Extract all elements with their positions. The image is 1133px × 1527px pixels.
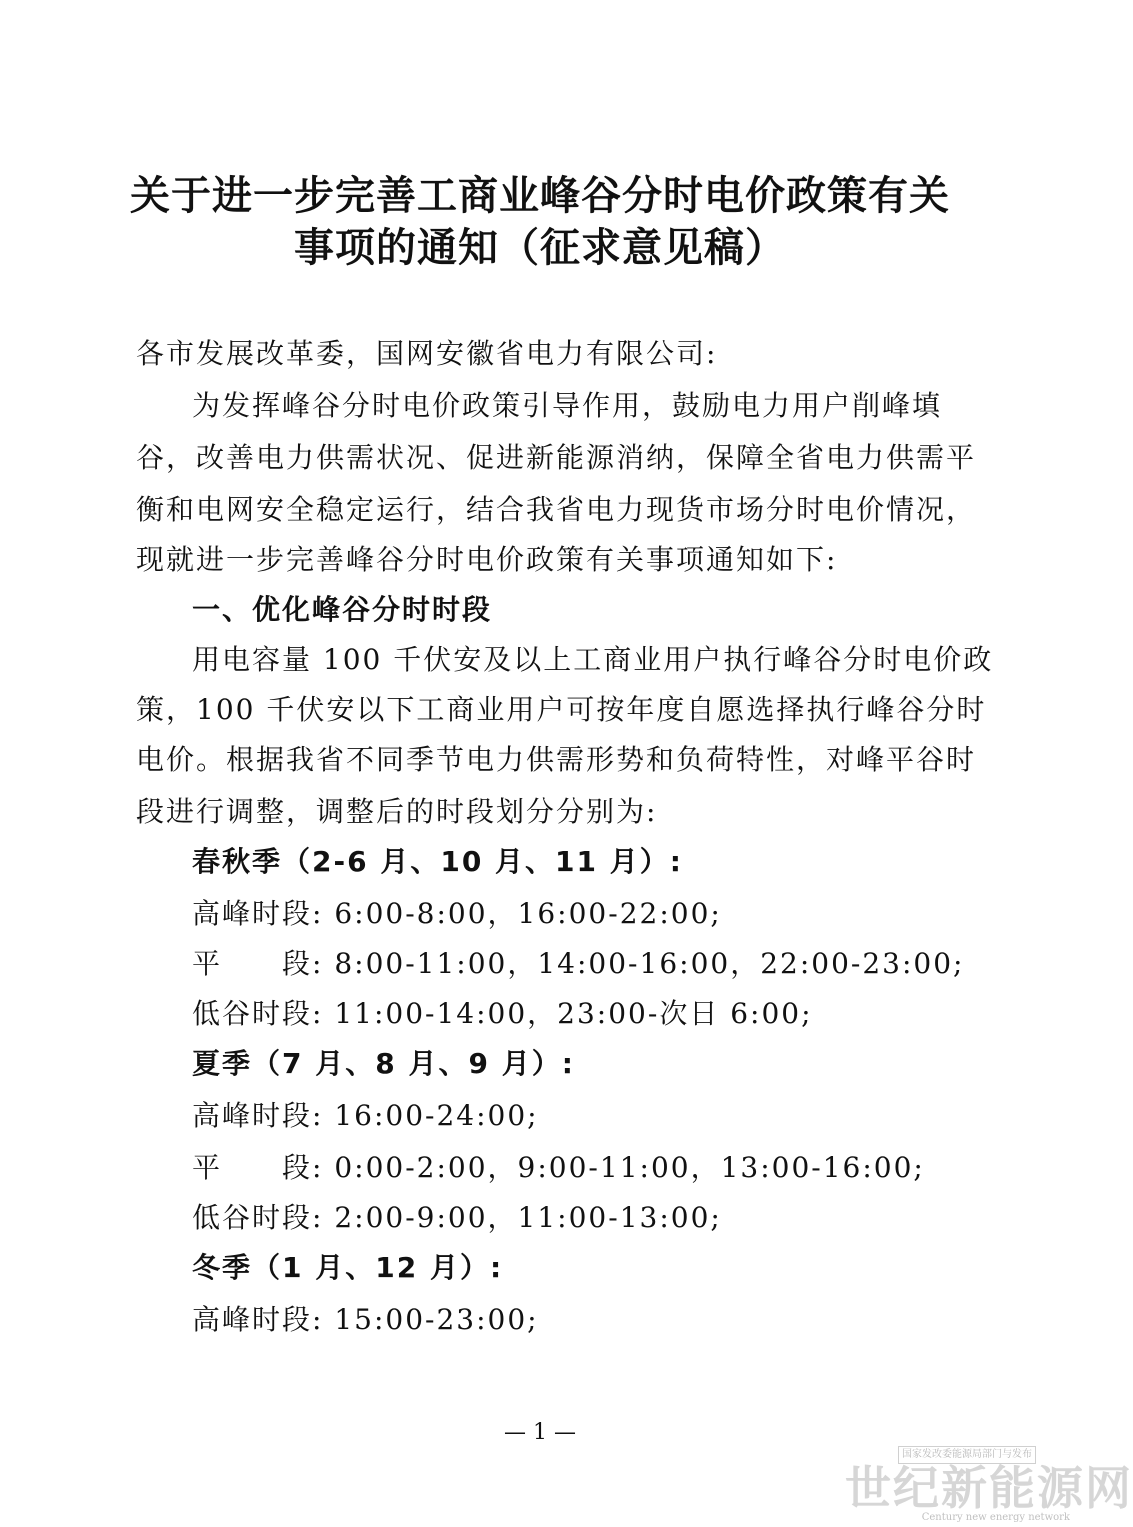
season-heading-spring-autumn: 春秋季（2-6 月、10 月、11 月）: [192,845,683,878]
valley-period-line: 低谷时段: 2:00-9:00，11:00-13:00; [192,1201,722,1234]
body-line: 策，100 千伏安以下工商业用户可按年度自愿选择执行峰谷分时 [136,693,987,726]
watermark-logo-text: 世纪新能源网 [845,1461,1133,1515]
body-line: 谷，改善电力供需状况、促进新能源消纳，保障全省电力供需平 [136,441,977,474]
document-title-line-1: 关于进一步完善工商业峰谷分时电价政策有关 [130,173,950,219]
body-line: 衡和电网安全稳定运行，结合我省电力现货市场分时电价情况， [136,493,977,526]
section-heading: 一、优化峰谷分时时段 [192,593,493,626]
peak-period-line: 高峰时段: 15:00-23:00; [192,1303,539,1336]
body-line: 用电容量 100 千伏安及以上工商业用户执行峰谷分时电价政 [192,643,994,676]
page-number: — 1 — [504,1420,576,1445]
season-heading-summer: 夏季（7 月、8 月、9 月）: [192,1047,575,1080]
peak-period-line: 高峰时段: 6:00-8:00，16:00-22:00; [192,897,722,930]
valley-period-line: 低谷时段: 11:00-14:00，23:00-次日 6:00; [192,997,813,1030]
watermark-caption: 国家发改委能源局部门与发布 [898,1446,1036,1464]
body-line: 现就进一步完善峰谷分时电价政策有关事项通知如下: [136,543,838,576]
body-line: 电价。根据我省不同季节电力供需形势和负荷特性，对峰平谷时 [136,743,977,776]
watermark-subtitle: Century new energy network [921,1512,1070,1523]
body-line: 段进行调整，调整后的时段划分分别为: [136,795,658,828]
flat-period-line: 平 段: 0:00-2:00，9:00-11:00，13:00-16:00; [192,1151,925,1184]
salutation: 各市发展改革委，国网安徽省电力有限公司: [136,337,718,370]
flat-period-line: 平 段: 8:00-11:00，14:00-16:00，22:00-23:00; [192,947,965,980]
season-heading-winter: 冬季（1 月、12 月）: [192,1251,504,1284]
body-line: 为发挥峰谷分时电价政策引导作用，鼓励电力用户削峰填 [192,389,943,422]
document-title-line-2: 事项的通知（征求意见稿） [294,225,786,271]
peak-period-line: 高峰时段: 16:00-24:00; [192,1099,539,1132]
